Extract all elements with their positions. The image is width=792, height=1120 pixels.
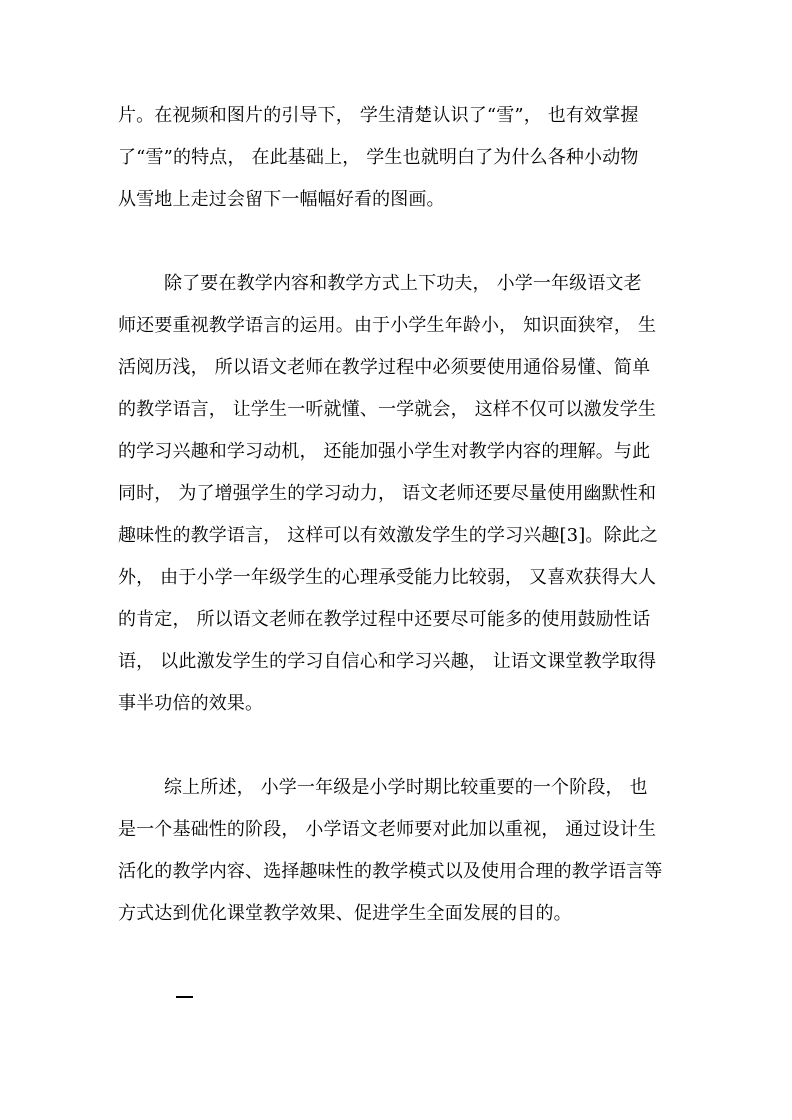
- text-line: 的学习兴趣和学习动机， 还能加强小学生对教学内容的理解。与此: [118, 441, 651, 462]
- text-line: 师还要重视教学语言的运用。由于小学生年龄小， 知识面狭窄， 生: [118, 315, 657, 336]
- text-line: 片。在视频和图片的引导下， 学生清楚认识了“雪”， 也有效掌握: [118, 105, 639, 126]
- text-line: 综上所述， 小学一年级是小学时期比较重要的一个阶段， 也: [164, 777, 648, 798]
- text-line: 了“雪”的特点， 在此基础上， 学生也就明白了为什么各种小动物: [118, 147, 639, 168]
- text-line: 是一个基础性的阶段， 小学语文老师要对此加以重视， 通过设计生: [118, 819, 657, 840]
- text-line: 事半功倍的效果。: [118, 693, 264, 714]
- text-line: 语， 以此激发学生的学习自信心和学习兴趣， 让语文课堂教学取得: [118, 651, 657, 672]
- text-line: 方式达到优化课堂教学效果、促进学生全面发展的目的。: [118, 903, 572, 924]
- footnote-divider: [176, 996, 193, 998]
- text-line: 除了要在教学内容和教学方式上下功夫， 小学一年级语文老: [164, 273, 642, 294]
- text-line: 外， 由于小学一年级学生的心理承受能力比较弱， 又喜欢获得大人: [118, 567, 657, 588]
- text-line: 活阅历浅， 所以语文老师在教学过程中必须要使用通俗易懂、简单: [118, 357, 651, 378]
- text-line: 同时， 为了增强学生的学习动力， 语文老师还要尽量使用幽默性和: [118, 483, 657, 504]
- text-line: 的肯定， 所以语文老师在教学过程中还要尽可能多的使用鼓励性话: [118, 609, 651, 630]
- text-line: 从雪地上走过会留下一幅幅好看的图画。: [118, 189, 445, 210]
- text-line: 的教学语言， 让学生一听就懂、一学就会， 这样不仅可以激发学生: [118, 399, 657, 420]
- text-line: 活化的教学内容、选择趣味性的教学模式以及使用合理的教学语言等: [118, 861, 663, 882]
- text-line: 趣味性的教学语言， 这样可以有效激发学生的学习兴趣[3]。除此之: [118, 525, 659, 546]
